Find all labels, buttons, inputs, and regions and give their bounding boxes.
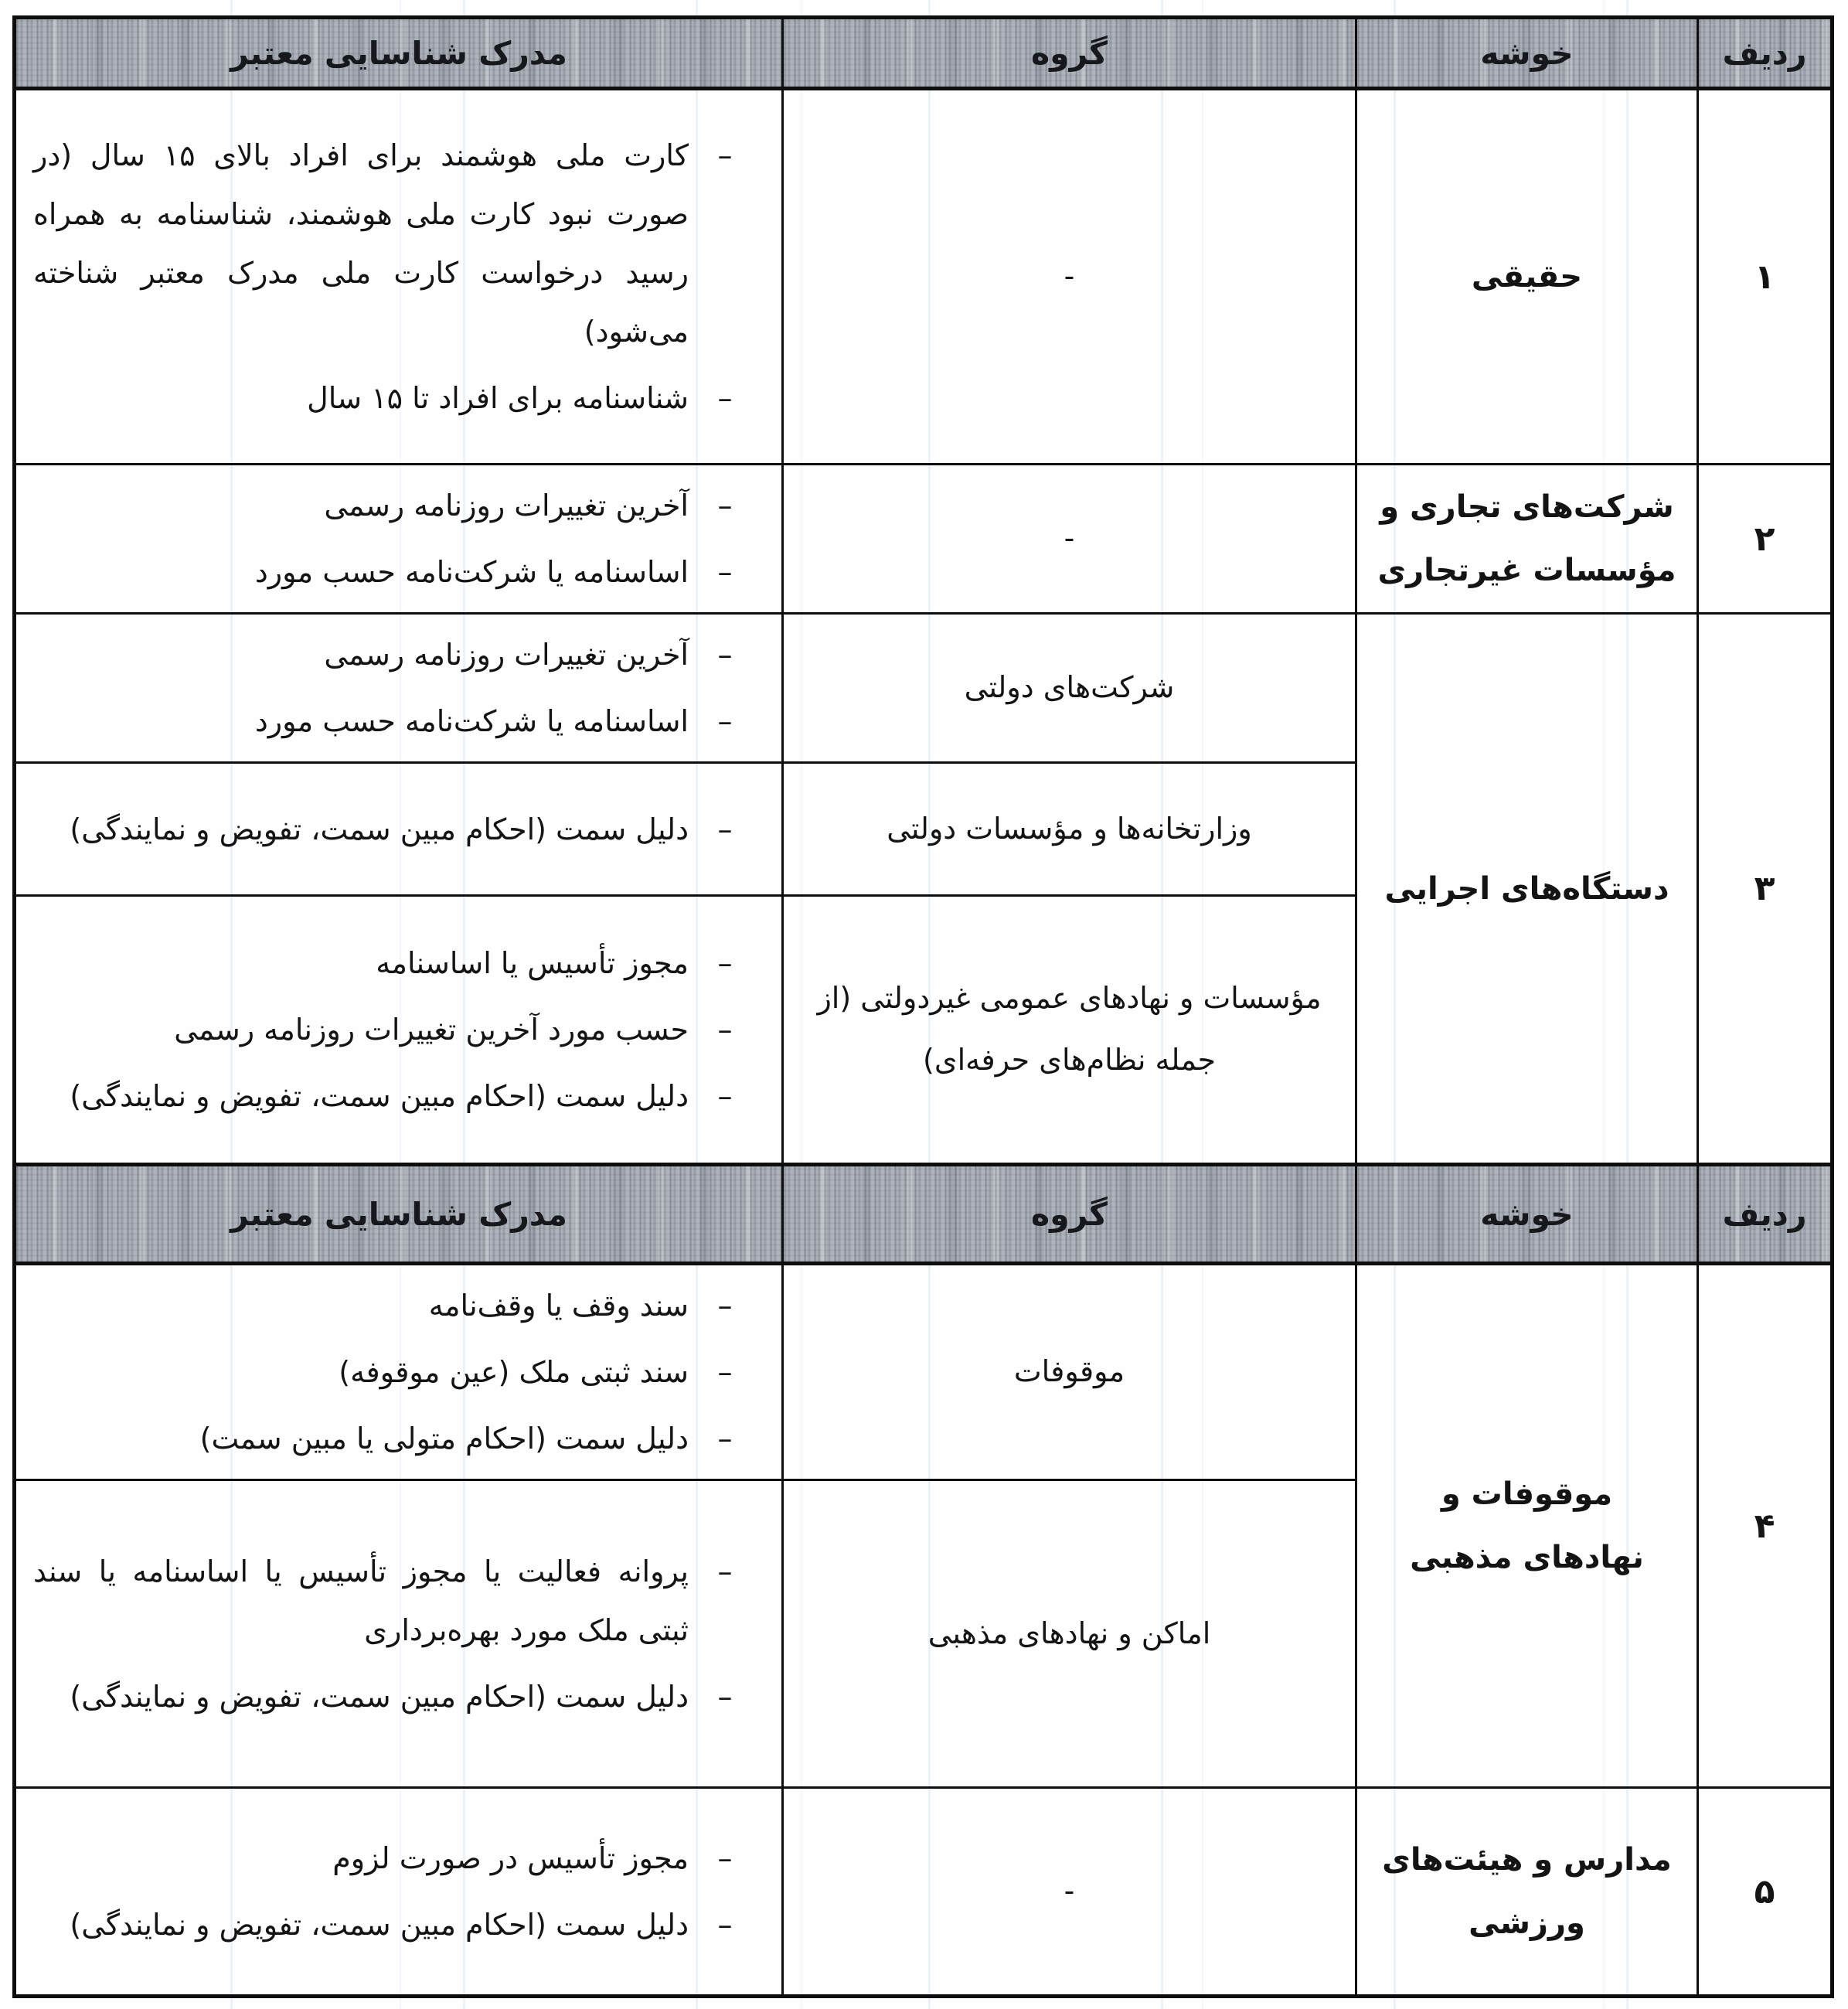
cluster-cell: حقیقی	[1356, 89, 1698, 465]
doc-text: سند ثبتی ملک (عین موقوفه)	[339, 1355, 689, 1389]
docs-cell	[15, 465, 783, 614]
cluster-cell: مدارس و هیئت‌های ورزشی	[1356, 1788, 1698, 1997]
dash-bullet-icon: –	[717, 1355, 733, 1389]
header-radif: ردیف	[1698, 1165, 1833, 1264]
docs-cell	[15, 1788, 783, 1997]
doc-list	[33, 1276, 741, 1468]
doc-text: دلیل سمت (احکام متولی یا مبین سمت)	[199, 1422, 689, 1456]
doc-list	[33, 476, 741, 601]
docs-cell	[15, 89, 783, 465]
id-documents-table	[12, 15, 1834, 1998]
doc-text: آخرین تغییرات روزنامه رسمی	[324, 638, 689, 672]
doc-text: سند وقف یا وقف‌نامه	[428, 1289, 689, 1323]
doc-list	[33, 625, 741, 751]
dash-bullet-icon: –	[717, 1289, 733, 1323]
doc-text: دلیل سمت (احکام مبین سمت، تفویض و نمایندگی)	[70, 812, 689, 846]
dash-bullet-icon: –	[717, 1013, 733, 1047]
radif-cell: ۵	[1698, 1788, 1833, 1997]
header-docs: مدرک شناسایی معتبر	[15, 18, 783, 89]
doc-item	[33, 126, 741, 361]
doc-text: حسب مورد آخرین تغییرات روزنامه رسمی	[174, 1013, 689, 1047]
table-row	[15, 614, 1833, 763]
doc-text: کارت ملی هوشمند برای افراد بالای ۱۵ سال (در صورت نبود کارت ملی هوشمند، شناسنامه به همراه رسید درخواست کارت ملی مدرک معتبر شناخته می‌شود)	[33, 138, 689, 349]
doc-list	[33, 1542, 741, 1726]
doc-item	[33, 1409, 741, 1468]
doc-text: مجوز تأسیس در صورت لزوم	[332, 1841, 689, 1875]
doc-item	[33, 1000, 741, 1059]
doc-item	[33, 1895, 741, 1954]
dash-bullet-icon: –	[717, 138, 733, 172]
docs-cell	[15, 896, 783, 1165]
group-cell: مؤسسات و نهادهای عمومی غیردولتی (از جمله نظام‌های حرفه‌ای)	[783, 896, 1356, 1165]
doc-list	[33, 1829, 741, 1954]
dash-bullet-icon: –	[717, 1422, 733, 1456]
dash-bullet-icon: –	[717, 1908, 733, 1942]
group-cell: -	[783, 1788, 1356, 1997]
dash-bullet-icon: –	[717, 555, 733, 589]
doc-item	[33, 692, 741, 751]
header-docs: مدرک شناسایی معتبر	[15, 1165, 783, 1264]
dash-bullet-icon: –	[717, 1554, 733, 1588]
doc-text: دلیل سمت (احکام مبین سمت، تفویض و نمایندگی)	[70, 1079, 689, 1113]
doc-text: آخرین تغییرات روزنامه رسمی	[324, 489, 689, 523]
group-cell: اماکن و نهادهای مذهبی	[783, 1480, 1356, 1788]
docs-cell	[15, 1480, 783, 1788]
table-row	[15, 1788, 1833, 1997]
doc-item	[33, 625, 741, 684]
header-group: گروه	[783, 18, 1356, 89]
header-radif: ردیف	[1698, 18, 1833, 89]
dash-bullet-icon: –	[717, 489, 733, 523]
doc-text: شناسنامه برای افراد تا ۱۵ سال	[307, 381, 689, 415]
dash-bullet-icon: –	[717, 638, 733, 672]
dash-bullet-icon: –	[717, 704, 733, 738]
doc-item	[33, 1276, 741, 1335]
doc-item	[33, 800, 741, 859]
table-row	[15, 1264, 1833, 1480]
radif-cell: ۲	[1698, 465, 1833, 614]
doc-text: دلیل سمت (احکام مبین سمت، تفویض و نمایندگی)	[70, 1679, 689, 1714]
doc-list	[33, 934, 741, 1125]
doc-item	[33, 369, 741, 427]
group-cell: -	[783, 465, 1356, 614]
header-cluster: خوشه	[1356, 1165, 1698, 1264]
doc-item	[33, 476, 741, 535]
doc-item	[33, 1829, 741, 1888]
doc-text: اساسنامه یا شرکت‌نامه حسب مورد	[254, 704, 689, 738]
doc-item	[33, 1667, 741, 1726]
dash-bullet-icon: –	[717, 1079, 733, 1113]
radif-cell: ۳	[1698, 614, 1833, 1165]
group-cell: موقوفات	[783, 1264, 1356, 1480]
doc-item	[33, 1343, 741, 1401]
docs-cell	[15, 1264, 783, 1480]
doc-text: پروانه فعالیت یا مجوز تأسیس یا اساسنامه یا سند ثبتی ملک مورد بهره‌برداری	[33, 1554, 689, 1647]
doc-item	[33, 543, 741, 601]
cluster-cell: موقوفات و نهادهای مذهبی	[1356, 1264, 1698, 1788]
group-cell: وزارتخانه‌ها و مؤسسات دولتی	[783, 763, 1356, 896]
group-cell: -	[783, 89, 1356, 465]
doc-item	[33, 1067, 741, 1125]
dash-bullet-icon: –	[717, 381, 733, 415]
header-row-1	[15, 18, 1833, 89]
doc-text: مجوز تأسیس یا اساسنامه	[376, 946, 689, 980]
doc-item	[33, 934, 741, 993]
table-row	[15, 89, 1833, 465]
docs-cell	[15, 763, 783, 896]
doc-list	[33, 126, 741, 427]
dash-bullet-icon: –	[717, 812, 733, 846]
radif-cell: ۱	[1698, 89, 1833, 465]
dash-bullet-icon: –	[717, 946, 733, 980]
doc-list	[33, 800, 741, 859]
header-row-2	[15, 1165, 1833, 1264]
group-cell: شرکت‌های دولتی	[783, 614, 1356, 763]
doc-text: دلیل سمت (احکام مبین سمت، تفویض و نمایندگی)	[70, 1908, 689, 1942]
header-group: گروه	[783, 1165, 1356, 1264]
table-row	[15, 465, 1833, 614]
docs-cell	[15, 614, 783, 763]
radif-cell: ۴	[1698, 1264, 1833, 1788]
doc-item	[33, 1542, 741, 1660]
doc-text: اساسنامه یا شرکت‌نامه حسب مورد	[254, 555, 689, 589]
dash-bullet-icon: –	[717, 1841, 733, 1875]
header-cluster: خوشه	[1356, 18, 1698, 89]
dash-bullet-icon: –	[717, 1679, 733, 1714]
cluster-cell: شرکت‌های تجاری و مؤسسات غیرتجاری	[1356, 465, 1698, 614]
cluster-cell: دستگاه‌های اجرایی	[1356, 614, 1698, 1165]
